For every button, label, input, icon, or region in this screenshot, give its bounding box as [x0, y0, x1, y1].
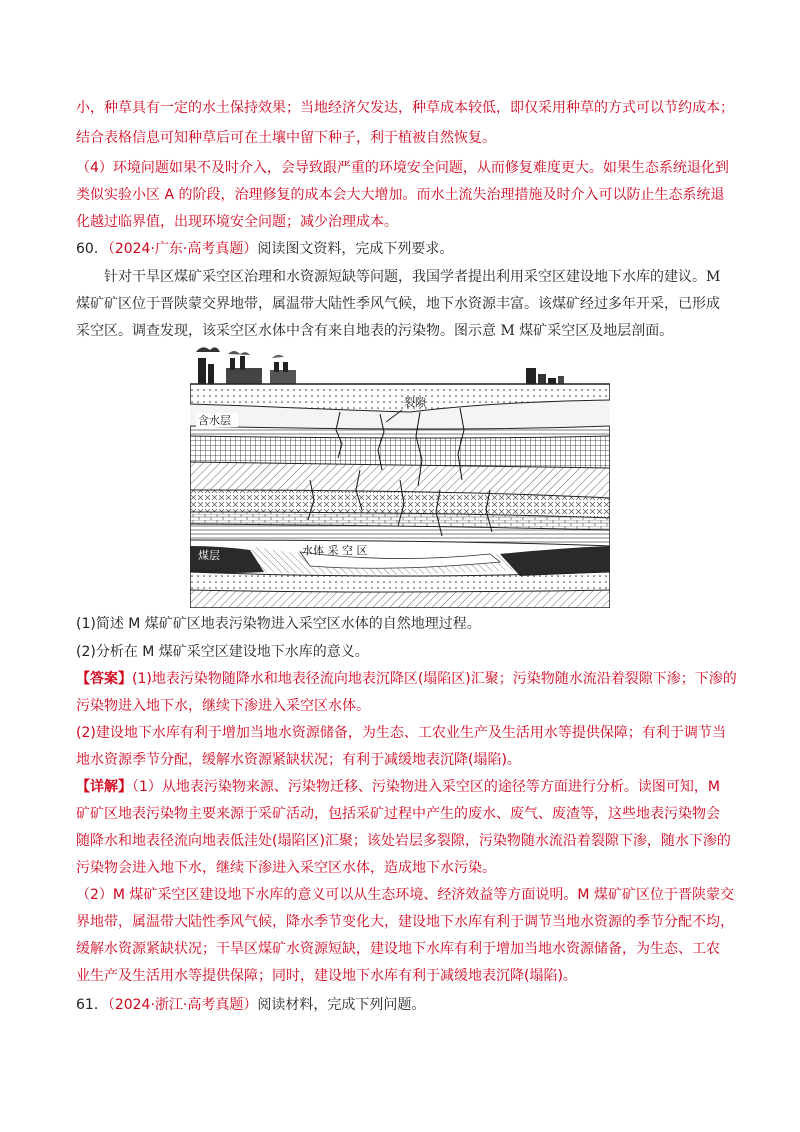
question-source: （2024·广东·高考真题）	[107, 241, 258, 257]
prev-answer-line: 化越过临界值，出现环境安全问题；减少治理成本。	[76, 214, 398, 230]
prev-answer-line: 结合表格信息可知种草后可在土壤中留下种子，利于植被自然恢复。	[76, 130, 496, 146]
label-goaf: 水体 采 空 区	[302, 544, 368, 557]
question-number: 61．	[76, 997, 108, 1013]
question-number: 60．	[76, 241, 108, 257]
detail-line: 矿矿区地表污染物主要来源于采矿活动，包括采矿过程中产生的废水、废气、废渣等，这些地表污染物会	[76, 806, 720, 822]
material-line: 针对干旱区煤矿采空区治理和水资源短缺等问题，我国学者提出利用采空区建设地下水库的建议。M	[104, 269, 721, 285]
prev-answer-line: 类似实验小区 A 的阶段，治理修复的成本会大大增加。而水土流失治理措施及时介入可以防止生态系统退	[76, 187, 725, 203]
prev-answer-line: （4）环境问题如果不及时介入，会导致跟严重的环境安全问题，从而修复难度更大。如果生态系统退化到	[76, 160, 729, 176]
answer-line: (2)建设地下水库有利于增加当地水资源储备，为生态、工农业生产及生活用水等提供保障；有利于调节当	[76, 725, 726, 741]
detail-line: 业生产及生活用水等提供保障；同时，建设地下水库有利于减缓地表沉降(塌陷)。	[76, 968, 577, 984]
answer-line: 地水资源季节分配，缓解水资源紧缺状况；有利于减缓地表沉降(塌陷)。	[76, 752, 521, 768]
factory-icon	[196, 347, 296, 384]
question-prompt: 阅读材料，完成下列问题。	[257, 997, 426, 1013]
question-prompt: 阅读图文资料，完成下列要求。	[257, 241, 454, 257]
answer-text: (1)地表污染物随降水和地表径流向地表沉降区(塌陷区)汇聚；污染物随水流沿着裂隙下渗；下渗的	[132, 671, 737, 687]
stratigraphic-section-figure	[190, 340, 610, 608]
label-fracture: 裂隙	[404, 396, 426, 409]
detail-text: （1）从地表污染物来源、污染物迁移、污染物进入采空区的途径等方面进行分析。读图可知，M	[132, 779, 720, 795]
material-line: 煤矿矿区位于晋陕蒙交界地带，属温带大陆性季风气候，地下水资源丰富。该煤矿经过多年开采，已形成	[76, 296, 720, 312]
detail-line: 随降水和地表径流向地表低洼处(塌陷区)汇聚；该处岩层多裂隙，污染物随水流沿着裂隙下渗，随水下渗的	[76, 833, 731, 849]
detail-line	[76, 776, 730, 798]
answer-line	[76, 668, 737, 690]
sub-question-1: (1)简述 M 煤矿矿区地表污染物进入采空区水体的自然地理过程。	[76, 616, 481, 632]
question-60-header	[76, 238, 730, 260]
label-aquifer: 含水层	[198, 414, 231, 427]
sub-question-2: (2)分析在 M 煤矿采空区建设地下水库的意义。	[76, 644, 369, 660]
answer-line: 污染物进入地下水，继续下渗进入采空区水体。	[76, 698, 370, 714]
material-line: 采空区。调查发现，该采空区水体中含有来自地表的污染物。图示意 M 煤矿采空区及地层剖面。	[76, 323, 674, 339]
detail-tag: 【详解】	[76, 779, 132, 795]
detail-line: 界地带，属温带大陆性季风气候，降水季节变化大，建设地下水库有利于调节当地水资源的季节分配不均，	[76, 914, 734, 930]
prev-answer-line: 小，种草具有一定的水土保持效果；当地经济欠发达，种草成本较低，即仅采用种草的方式可以节约成本；	[76, 100, 734, 116]
question-source: （2024·浙江·高考真题）	[107, 997, 258, 1013]
label-coal-seam: 煤层	[198, 549, 220, 562]
detail-line: 污染物会进入地下水，继续下渗进入采空区水体，造成地下水污染。	[76, 860, 496, 876]
detail-line: （2）M 煤矿采空区建设地下水库的意义可以从生态环境、经济效益等方面说明。M 煤矿矿区位于晋陕蒙交	[76, 887, 734, 903]
question-61-header	[76, 994, 730, 1016]
detail-line: 缓解水资源紧缺状况；干旱区煤矿水资源短缺，建设地下水库有利于增加当地水资源储备，为生态、工农	[76, 941, 720, 957]
answer-tag: 【答案】	[76, 671, 132, 687]
